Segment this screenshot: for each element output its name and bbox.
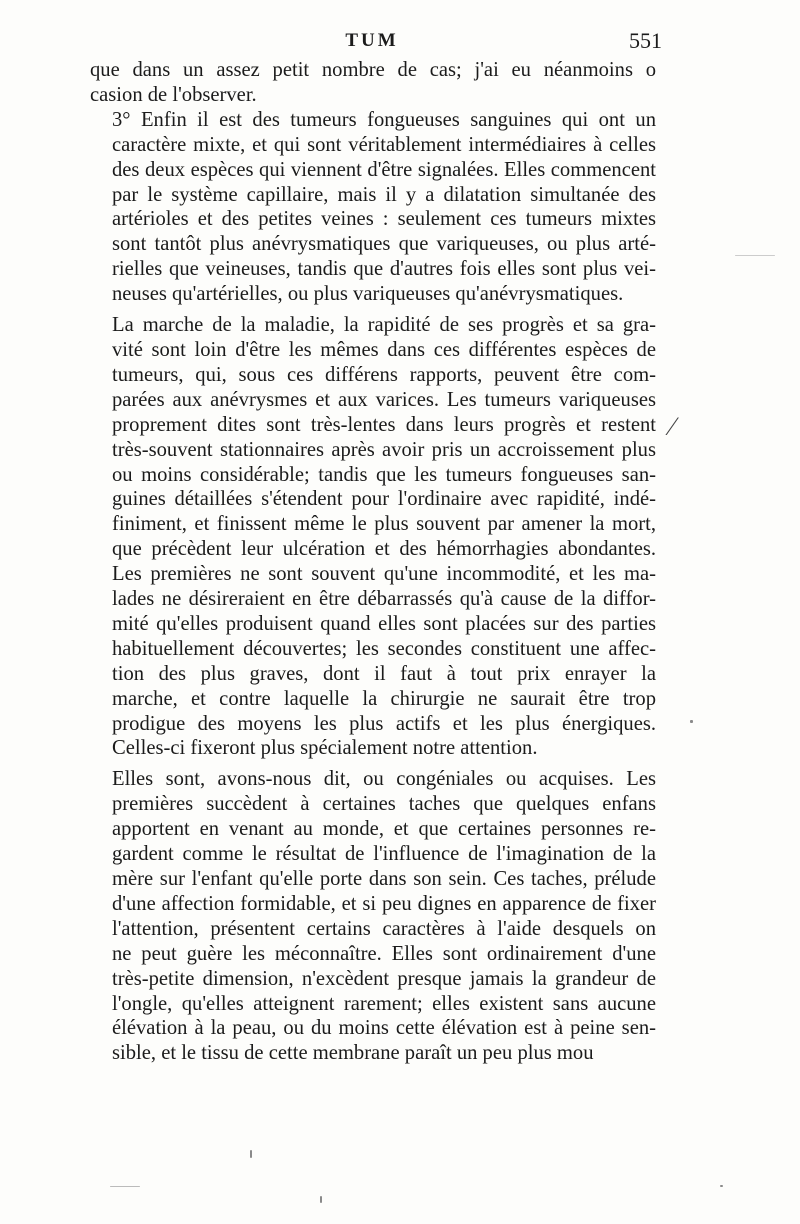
text-line: que précèdent leur ulcération et des hémorrhagies abondantes.	[112, 538, 656, 561]
paragraph	[90, 58, 656, 108]
text-line: ne peut guère les méconnaître. Elles sont ordinairement d'une	[112, 942, 656, 965]
text-line: ou moins considérable; tandis que les tumeurs fongueuses san-	[112, 463, 656, 486]
text-line: Les premières ne sont souvent qu'une incommodité, et les ma-	[112, 563, 656, 586]
text-line: neuses qu'artérielles, ou plus variqueuses qu'anévrysmatiques.	[112, 283, 624, 306]
text-line: tion des plus graves, dont il faut à tout prix enrayer la	[112, 662, 656, 685]
text-line: finiment, et finissent même le plus souvent par amener la mort,	[112, 513, 656, 536]
paragraph	[90, 767, 656, 1066]
text-line: l'attention, présentent certains caractères à l'aide desquels on	[112, 917, 656, 940]
paragraph	[90, 313, 656, 761]
running-head-title: TUM	[345, 30, 399, 51]
text-line: caractère mixte, et qui sont véritablement intermédiaires à celles	[112, 133, 656, 156]
scan-speck	[250, 1150, 252, 1158]
text-line: artérioles et des petites veines : seulement ces tumeurs mixtes	[112, 208, 656, 231]
text-line: proprement dites sont très-lentes dans leurs progrès et restent	[112, 413, 656, 436]
text-line: 3° Enfin il est des tumeurs fongueuses sanguines qui ont un	[112, 108, 656, 131]
scan-speck	[320, 1196, 322, 1203]
text-line: d'une affection formidable, et si peu dignes en apparence de fixer	[112, 892, 656, 915]
paragraph	[90, 108, 656, 307]
text-line: guines détaillées s'étendent pour l'ordinaire avec rapidité, indé-	[112, 488, 656, 511]
text-line: l'ongle, qu'elles atteignent rarement; elles existent sans aucune	[112, 992, 656, 1015]
text-line: apportent en venant au monde, et que certaines personnes re-	[112, 818, 656, 841]
text-line: par le système capillaire, mais il y a dilatation simultanée des	[112, 183, 656, 206]
text-line: tumeurs, qui, sous ces différens rapports, peuvent être com-	[112, 363, 656, 386]
text-line: parées aux anévrysmes et aux varices. Les tumeurs variqueuses	[112, 388, 656, 411]
scan-speck	[720, 1185, 723, 1187]
scan-speck	[735, 255, 775, 256]
text-line: élévation à la peau, ou du moins cette élévation est à peine sen-	[112, 1017, 656, 1040]
text-line: que dans un assez petit nombre de cas; j'ai eu néanmoins o	[90, 59, 656, 81]
text-line: La marche de la maladie, la rapidité de ses progrès et sa gra-	[112, 314, 656, 337]
text-line: très-petite dimension, n'excèdent presque jamais la grandeur de	[112, 967, 656, 990]
text-line: très-souvent stationnaires après avoir pris un accroissement plus	[112, 438, 656, 461]
text-line: vité sont loin d'être les mêmes dans ces différentes espèces de	[112, 338, 656, 361]
text-line: casion de l'observer.	[90, 83, 257, 106]
text-line: rielles que veineuses, tandis que d'autres fois elles sont plus vei-	[112, 258, 656, 281]
text-line: habituellement découvertes; les secondes constituent une affec-	[112, 637, 656, 660]
text-line: sont tantôt plus anévrysmatiques que variqueuses, ou plus arté-	[112, 233, 656, 256]
scan-speck	[690, 720, 693, 723]
text-line: prodigue des moyens les plus actifs et les plus énergiques.	[112, 712, 656, 735]
text-line: marche, et contre laquelle la chirurgie ne saurait être trop	[112, 687, 656, 710]
text-line: Elles sont, avons-nous dit, ou congéniales ou acquises. Les	[112, 768, 656, 791]
running-head	[92, 28, 662, 56]
margin-mark: ⁄	[670, 412, 675, 441]
text-line: Celles-ci fixeront plus spécialement notre attention.	[112, 737, 538, 760]
body-text	[90, 58, 656, 1066]
text-line: des deux espèces qui viennent d'être signalées. Elles commencent	[112, 158, 656, 181]
text-line: lades ne désireraient en être débarrassés qu'à cause de la diffor-	[112, 588, 656, 611]
text-line: mère sur l'enfant qu'elle porte dans son sein. Ces taches, prélude	[112, 868, 656, 890]
scan-speck	[110, 1186, 140, 1187]
page-number: 551	[629, 28, 662, 53]
text-line: mité qu'elles produisent quand elles sont placées sur des parties	[112, 612, 656, 635]
text-line: premières succèdent à certaines taches que quelques enfans	[112, 793, 656, 816]
text-line: sible, et le tissu de cette membrane paraît un peu plus mou	[112, 1042, 594, 1065]
text-line: gardent comme le résultat de l'influence de l'imagination de la	[112, 843, 656, 866]
